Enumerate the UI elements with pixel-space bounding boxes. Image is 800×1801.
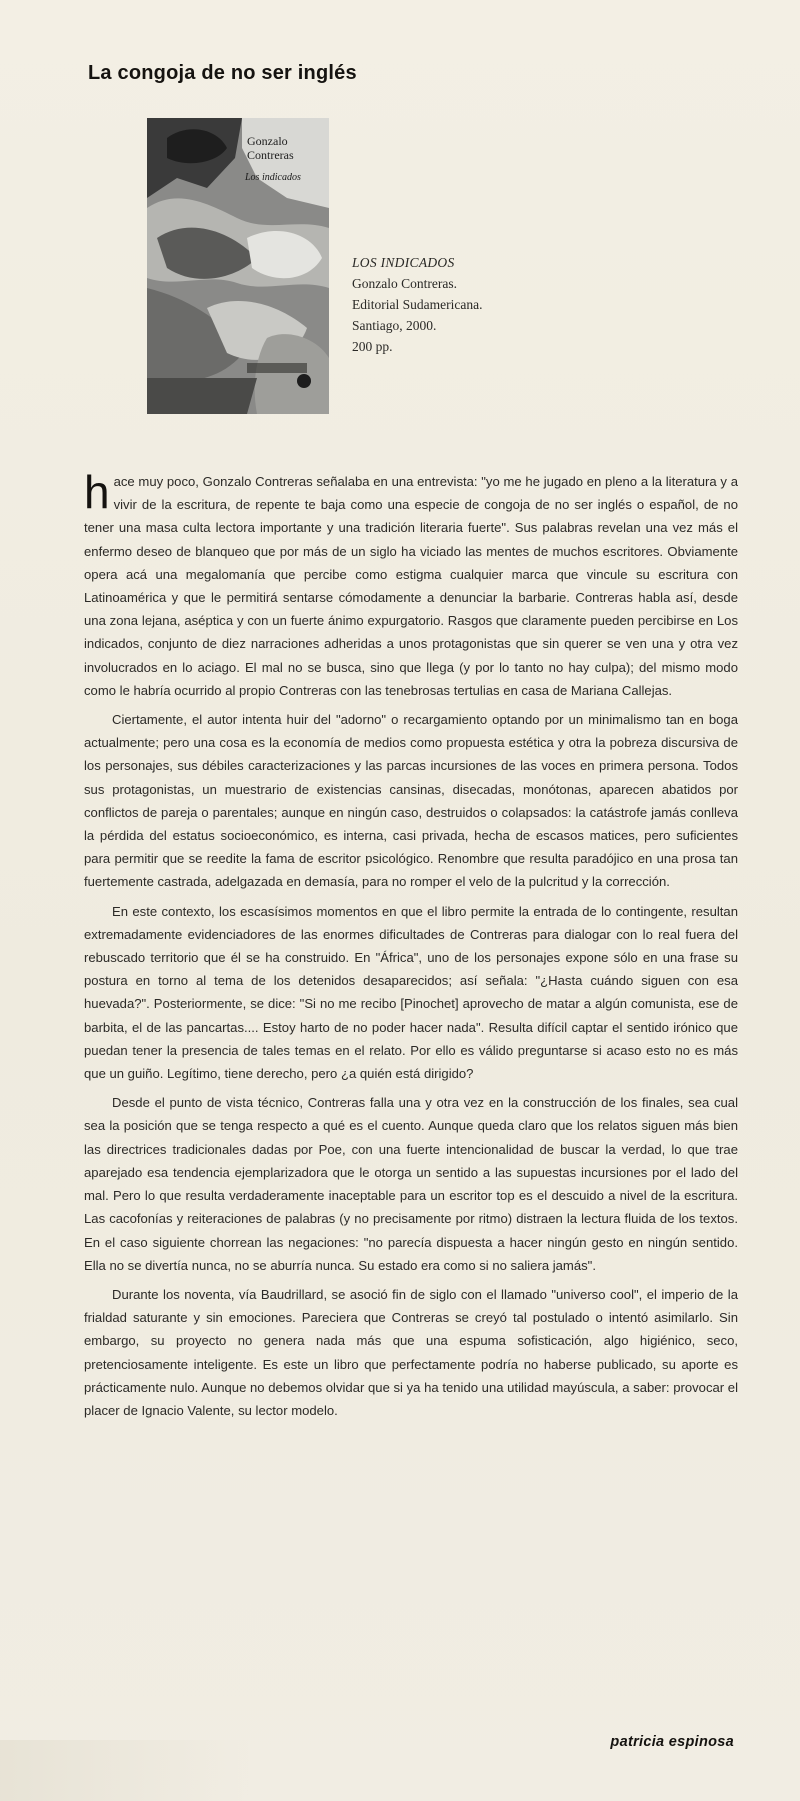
paragraph-5: Durante los noventa, vía Baudrillard, se asoció fin de siglo con el llamado "universo cool", el imperio de la frialdad saturante y sin emociones. Pareciera que Contreras se creyó tal postulado o intentó asimilarlo. Sin embargo, su proyecto no genera nada más que una espuma sofisticación, algo higiénico, seco, pretenciosamente inteligente. Es este un libro que perfectamente podría no haberse publicado, su aporte es prácticamente nulo. Aunque no debemos olvidar que si ya ha tenido una utilidad mayúscula, a saber: provocar el placer de Ignacio Valente, su lector modelo.	[84, 1286, 738, 1418]
cover-author-first: Gonzalo	[247, 134, 288, 148]
book-info	[352, 252, 602, 357]
publisher-logo-icon	[297, 374, 311, 388]
paragraph-1-text: ace muy poco, Gonzalo Contreras señalaba en una entrevista: "yo me he jugado en pleno a la literatura y a vivir de la escritura, de repente te baja como una especie de congoja de no ser inglés o español, de no tener una masa culta lectora importante y una tradición literaria fuerte". Sus palabras revelan una vez más el enfermo deseo de blanqueo que por más de un siglo ha viciado las mentes de muchos escritores. Obviamente opera acá una megalomanía que percibe como estigma cualquier marca que vincule su escritura con Latinoamérica y que le permitirá sentarse cómodamente a denunciar la barbarie. Contreras habla así, desde una zona lejana, aséptica y con un fuerte ánimo expurgatorio. Rasgos que claramente pueden percibirse en Los indicados, conjunto de diez narraciones adheridas a unos protagonistas que sin querer se ven una y otra vez involucrados en lo aciago. El mal no se busca, sino que llega (y por lo tanto no hay culpa); del mismo modo como le habría ocurrido al propio Contreras con las tenebrosas tertulias en casa de Mariana Callejas.	[84, 474, 738, 698]
paragraph-1	[84, 466, 738, 702]
article-body	[84, 466, 738, 1428]
cover-illustration	[147, 118, 329, 414]
article-title: La congoja de no ser inglés	[88, 62, 357, 84]
cover-title: Los indicados	[245, 172, 301, 183]
paragraph-4: Desde el punto de vista técnico, Contreras falla una y otra vez en la construcción de los finales, sea cual sea la posición que se tenga respecto a qué es el cuento. Aunque queda claro que los relatos siguen más bien las directrices tradicionales dadas por Poe, con una fuerte intencionalidad de buscar la verdad, lo que trae aparejado esa tendencia ejemplarizadora que le otorga un sentido a las supuestas incursiones por el lado del mal. Pero lo que resulta verdaderamente inaceptable para un escritor top es el descuido a nivel de la escritura. Las cacofonías y reiteraciones de palabras (y no precisamente por ritmo) distraen la lectura fluida de los textos. En el caso siguiente chorrean las negaciones: "no parecía dispuesta a hacer ningún gesto en ningún sentido. Ella no se divertía nunca, no se aburría nunca. Su estado era como si no saliera jamás".	[84, 1095, 738, 1273]
book-author: Gonzalo Contreras.	[352, 276, 457, 291]
book-title: LOS INDICADOS	[352, 255, 455, 270]
book-place-year: Santiago, 2000.	[352, 318, 437, 333]
author-signature: patricia espinosa	[610, 1734, 734, 1750]
paragraph-2: Ciertamente, el autor intenta huir del "adorno" o recargamiento optando por un minimalismo tan en boga actualmente; pero una cosa es la economía de medios como propuesta estética y otra la pobreza discursiva de los personajes, sus débiles caracterizaciones y las parcas incursiones de las voces en primera persona. Todos sus protagonistas, un muestrario de existencias cansinas, disecadas, monótonas, aparecen abatidos por conflictos de pareja o parentales; aunque en ningún caso, destruidos o colapsados: la catástrofe jamás conlleva la pérdida del estatus socioeconómico, es interna, casi privada, hecha de escasos matices, pero suficientes para permitir que se reedite la fama de escritor psicológico. Renombre que resulta paradójico en una prosa tan fuertemente castrada, adelgazada en demasía, para no romper el velo de la pulcritud y la corrección.	[84, 712, 738, 890]
dropcap: h	[84, 466, 110, 518]
paragraph-3: En este contexto, los escasísimos momentos en que el libro permite la entrada de lo contingente, resultan extremadamente evidenciadores de las enormes dificultades de Contreras para dialogar con lo real fuera del rebuscado territorio que él se ha construido. En "África", uno de los personajes expone sólo en una frase su postura en torno al tema de los detenidos desaparecidos; así señala: "¿Hasta cuándo siguen con esa huevada?". Posteriormente, se dice: "Si no me recibo [Pinochet] aprovecho de matar a algún comunista, ese de barbita, el de las pancartas.... Estoy harto de no poder hacer nada". Resulta difícil captar el sentido irónico que puedan tener la presencia de tales temas en el relato. Por ello es válido preguntarse si acaso esto no es más que un guiño. Legítimo, tiene derecho, pero ¿a quién está dirigido?	[84, 903, 738, 1082]
paper-smudge	[0, 1740, 250, 1801]
book-cover	[147, 118, 329, 414]
book-publisher: Editorial Sudamericana.	[352, 297, 483, 312]
book-pages: 200 pp.	[352, 339, 393, 354]
cover-author	[247, 134, 327, 162]
cover-author-last: Contreras	[247, 148, 294, 162]
